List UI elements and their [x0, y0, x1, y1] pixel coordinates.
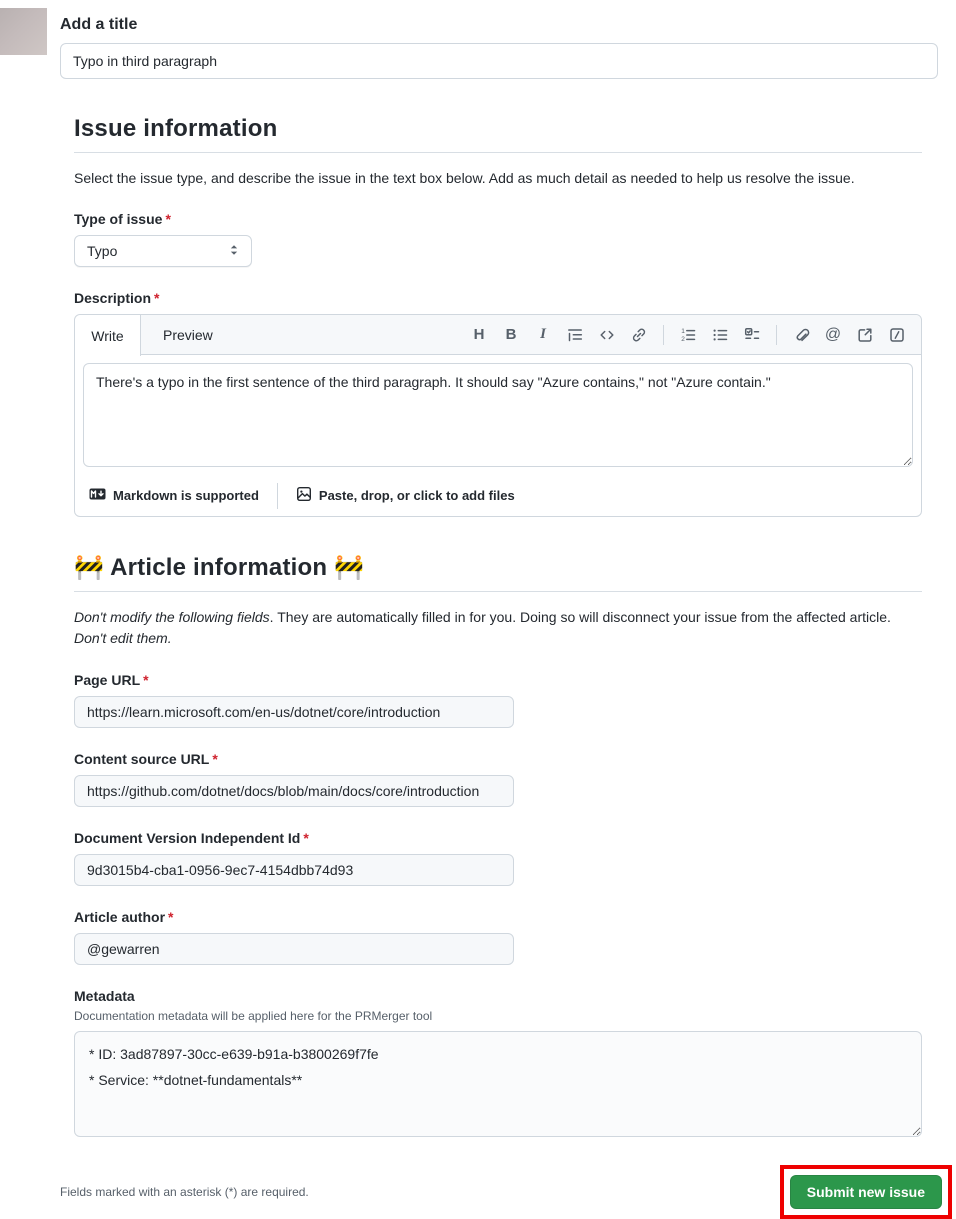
metadata-label: Metadata — [74, 988, 135, 1004]
construction-emoji-icon: 🚧 — [334, 554, 365, 581]
mention-button[interactable] — [819, 321, 847, 349]
required-asterisk: * — [168, 909, 174, 925]
image-icon — [296, 486, 312, 505]
content-source-url-input[interactable] — [74, 775, 514, 807]
toolbar-divider — [776, 325, 777, 345]
slash-commands-icon — [889, 327, 905, 343]
tab-write[interactable]: Write — [75, 315, 141, 356]
title-label: Add a title — [60, 16, 138, 33]
mention-icon: @ — [824, 325, 842, 343]
required-fields-note: Fields marked with an asterisk (*) are required. — [60, 1185, 309, 1199]
issue-information-heading: Issue information — [74, 115, 922, 153]
required-asterisk: * — [303, 830, 309, 846]
cross-reference-button[interactable] — [851, 321, 879, 349]
bullet-list-icon — [712, 327, 728, 343]
bullet-list-button[interactable] — [706, 321, 734, 349]
markdown-supported-link[interactable] — [89, 488, 259, 503]
document-version-id-label: Document Version Independent Id * — [74, 830, 309, 846]
attach-files-label: Paste, drop, or click to add files — [318, 488, 515, 503]
title-input[interactable] — [60, 43, 938, 79]
type-of-issue-value: Typo — [87, 243, 118, 259]
document-version-id-input[interactable] — [74, 854, 514, 886]
quote-icon — [567, 327, 583, 343]
italic-button[interactable] — [529, 321, 557, 349]
heading-icon: H — [473, 326, 485, 343]
markdown-icon — [89, 488, 106, 503]
link-icon — [631, 327, 647, 343]
required-asterisk: * — [165, 211, 171, 227]
markdown-supported-label: Markdown is supported — [113, 488, 259, 503]
submit-new-issue-button[interactable]: Submit new issue — [790, 1175, 942, 1209]
slash-commands-button[interactable] — [883, 321, 911, 349]
link-button[interactable] — [625, 321, 653, 349]
content-source-url-label: Content source URL * — [74, 751, 218, 767]
code-button[interactable] — [593, 321, 621, 349]
select-chevron-icon — [227, 243, 241, 260]
footer-divider — [277, 483, 278, 509]
article-information-heading: 🚧 Article information 🚧 — [74, 553, 922, 592]
editor-header — [75, 315, 921, 355]
heading-button[interactable] — [465, 321, 493, 349]
quote-button[interactable] — [561, 321, 589, 349]
type-of-issue-select[interactable] — [74, 235, 252, 267]
required-asterisk: * — [154, 290, 160, 306]
article-author-label: Article author * — [74, 909, 174, 925]
page-url-input[interactable] — [74, 696, 514, 728]
italic-icon: I — [540, 326, 546, 342]
svg-text:2: 2 — [681, 335, 685, 343]
type-of-issue-label: Type of issue * — [74, 211, 171, 227]
metadata-help-text: Documentation metadata will be applied here for the PRMerger tool — [74, 1009, 433, 1023]
page-bottom-bar — [0, 1165, 956, 1219]
markdown-editor — [74, 314, 922, 517]
task-list-icon — [744, 327, 760, 343]
bold-icon: B — [505, 326, 517, 343]
paperclip-icon — [793, 327, 809, 343]
code-icon — [599, 327, 615, 343]
issue-intro-text: Select the issue type, and describe the issue in the text box below. Add as much detail as needed to help us resolve the issue. — [74, 170, 855, 186]
attach-file-button[interactable] — [787, 321, 815, 349]
description-label: Description * — [74, 290, 160, 306]
avatar — [0, 8, 47, 55]
article-info-note: Don't modify the following fields. They are automatically filled in for you. Doing so will disconnect your issue from the affected article. Don't edit them. — [74, 609, 891, 646]
cross-reference-icon — [857, 327, 873, 343]
article-author-input[interactable] — [74, 933, 514, 965]
task-list-button[interactable] — [738, 321, 766, 349]
construction-emoji-icon: 🚧 — [74, 554, 105, 581]
required-asterisk: * — [143, 672, 149, 688]
issue-form — [74, 115, 922, 1137]
metadata-textarea[interactable] — [74, 1031, 922, 1137]
tab-preview[interactable]: Preview — [163, 326, 213, 343]
editor-toolbar — [465, 315, 921, 354]
page-url-label: Page URL * — [74, 672, 149, 688]
editor-footer — [75, 475, 921, 516]
red-highlight-annotation — [780, 1165, 952, 1219]
title-block — [60, 16, 938, 79]
toolbar-divider — [663, 325, 664, 345]
description-textarea[interactable] — [83, 363, 913, 467]
required-asterisk: * — [212, 751, 218, 767]
attach-files-link[interactable] — [296, 486, 515, 505]
svg-text:1: 1 — [681, 327, 685, 335]
numbered-list-icon — [680, 327, 696, 343]
bold-button[interactable] — [497, 321, 525, 349]
numbered-list-button[interactable] — [674, 321, 702, 349]
